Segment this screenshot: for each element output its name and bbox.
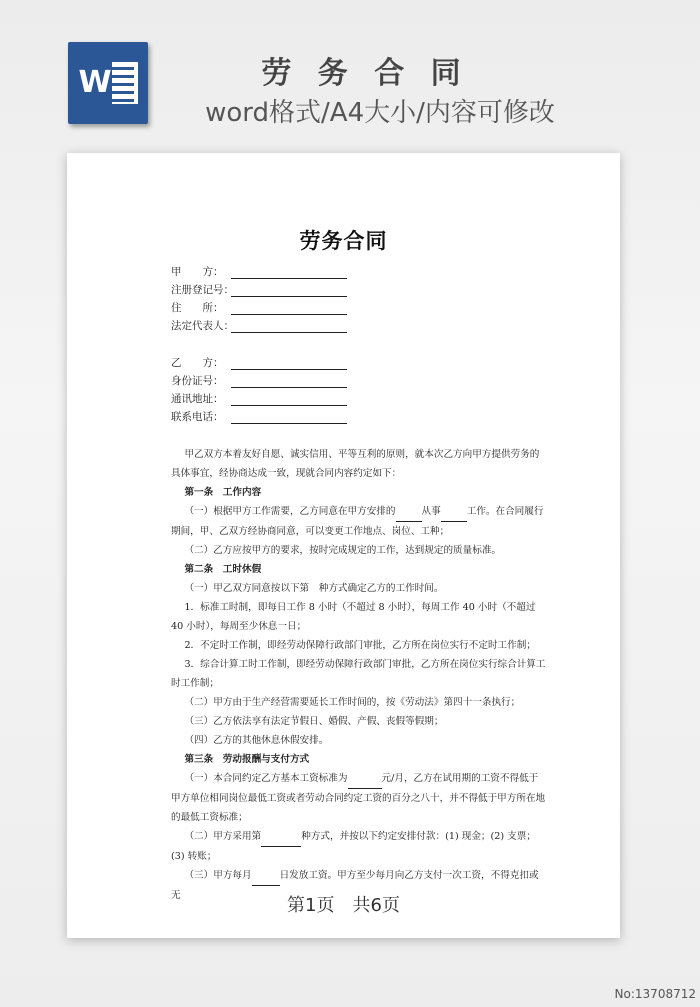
fill-line <box>231 375 347 388</box>
image-number: No:13708712 <box>614 987 696 1001</box>
fill-line <box>231 302 347 315</box>
article-2-heading: 第二条 工时休假 <box>184 564 262 575</box>
word-logo-icon <box>68 42 148 124</box>
legal-representative-field <box>171 315 347 333</box>
text-segment: （三）甲方每月 <box>184 870 252 881</box>
article-2-paragraph-6: （三）乙方依法享有法定节假日、婚假、产假、丧假等假期； <box>184 716 444 727</box>
article-2-paragraph-7: （四）乙方的其他休息休假安排。 <box>184 735 329 746</box>
blank-line <box>348 769 382 789</box>
article-3-heading: 第三条 劳动报酬与支付方式 <box>184 754 310 765</box>
fill-line <box>231 284 347 297</box>
field-label: 联系电话： <box>171 411 224 423</box>
document-title: 劳务合同 <box>299 228 388 253</box>
document-page <box>67 153 620 938</box>
word-letter: W <box>78 60 112 106</box>
page-number: 第1页 共6页 <box>287 895 400 916</box>
article-1-paragraph-2: （二）乙方应按甲方的要求，按时完成规定的工作，达到规定的质量标准。 <box>184 545 502 556</box>
party-a-field <box>171 261 347 279</box>
article-2-paragraph-1: （一）甲乙双方同意按以下第 种方式确定乙方的工作时间。 <box>184 583 444 594</box>
text-segment: （一）本合同约定乙方基本工资标准为 <box>184 773 348 784</box>
blank-line <box>261 827 301 847</box>
article-2-paragraph-2: 1．标准工时制，即每日工作 8 小时（不超过 8 小时），每周工作 40 小时（不超过 40 小时），每周至少休息一日； <box>171 602 536 632</box>
field-label: 甲 方： <box>171 266 224 278</box>
text-segment: 从事 <box>421 506 441 517</box>
blank-line <box>396 502 422 522</box>
field-label: 乙 方： <box>171 357 224 369</box>
document-lines-icon <box>108 62 138 104</box>
fill-line <box>231 393 347 406</box>
text-segment: （二）甲方采用第 <box>184 831 262 842</box>
blank-line <box>441 502 467 522</box>
phone-field <box>171 406 347 424</box>
fill-line <box>231 411 347 424</box>
intro-paragraph: 甲乙双方本着友好自愿、诚实信用、平等互利的原则，就本次乙方向甲方提供劳务的具体事宜，经协商达成一致，现就合同内容约定如下： <box>171 449 540 479</box>
fill-line <box>231 320 347 333</box>
field-label: 法定代表人： <box>171 320 234 332</box>
article-2-paragraph-4: 3．综合计算工时工作制，即经劳动保障行政部门审批，乙方所在岗位实行综合计算工时工作制； <box>171 659 546 689</box>
article-1-heading: 第一条 工作内容 <box>184 487 262 498</box>
fill-line <box>231 357 347 370</box>
header-subtitle: word格式/A4大小/内容可修改 <box>205 98 555 128</box>
field-label: 住 所： <box>171 302 224 314</box>
registration-number-field <box>171 279 347 297</box>
text-segment: 日发放工资。甲方至少每月向乙方支付一次工资，不得克扣或无 <box>171 870 539 901</box>
text-segment: （一）根据甲方工作需要，乙方同意在甲方安排的 <box>184 506 396 517</box>
mailing-address-field <box>171 388 347 406</box>
article-2-paragraph-5: （二）甲方由于生产经营需要延长工作时间的，按《劳动法》第四十一条执行； <box>184 697 521 708</box>
article-3-paragraph-1 <box>171 769 546 827</box>
contract-body <box>171 445 546 905</box>
article-3-paragraph-2 <box>171 827 546 866</box>
header-title: 劳 务 合 同 <box>261 56 469 91</box>
field-label: 注册登记号： <box>171 284 234 296</box>
address-field <box>171 297 347 315</box>
id-number-field <box>171 370 347 388</box>
blank-line <box>252 866 280 886</box>
fill-line <box>231 266 347 279</box>
article-2-paragraph-3: 2．不定时工作制，即经劳动保障行政部门审批，乙方所在岗位实行不定时工作制； <box>184 640 536 651</box>
text-segment: 工作。在合同履行期间，甲、乙双方经协商同意，可以变更工作地点、岗位、工种； <box>171 506 544 537</box>
field-label: 通讯地址： <box>171 393 224 405</box>
field-label: 身份证号： <box>171 375 224 387</box>
text-segment: 种方式，并按以下约定安排付款：(1) 现金；(2) 支票；(3) 转账； <box>171 831 536 862</box>
text-segment: 元/月，乙方在试用期的工资不得低于甲方单位相同岗位最低工资或者劳动合同约定工资的百分之八十，并不得低于甲方所在地的最低工资标准； <box>171 773 546 823</box>
party-b-field <box>171 352 347 370</box>
article-1-paragraph-1 <box>171 502 546 541</box>
